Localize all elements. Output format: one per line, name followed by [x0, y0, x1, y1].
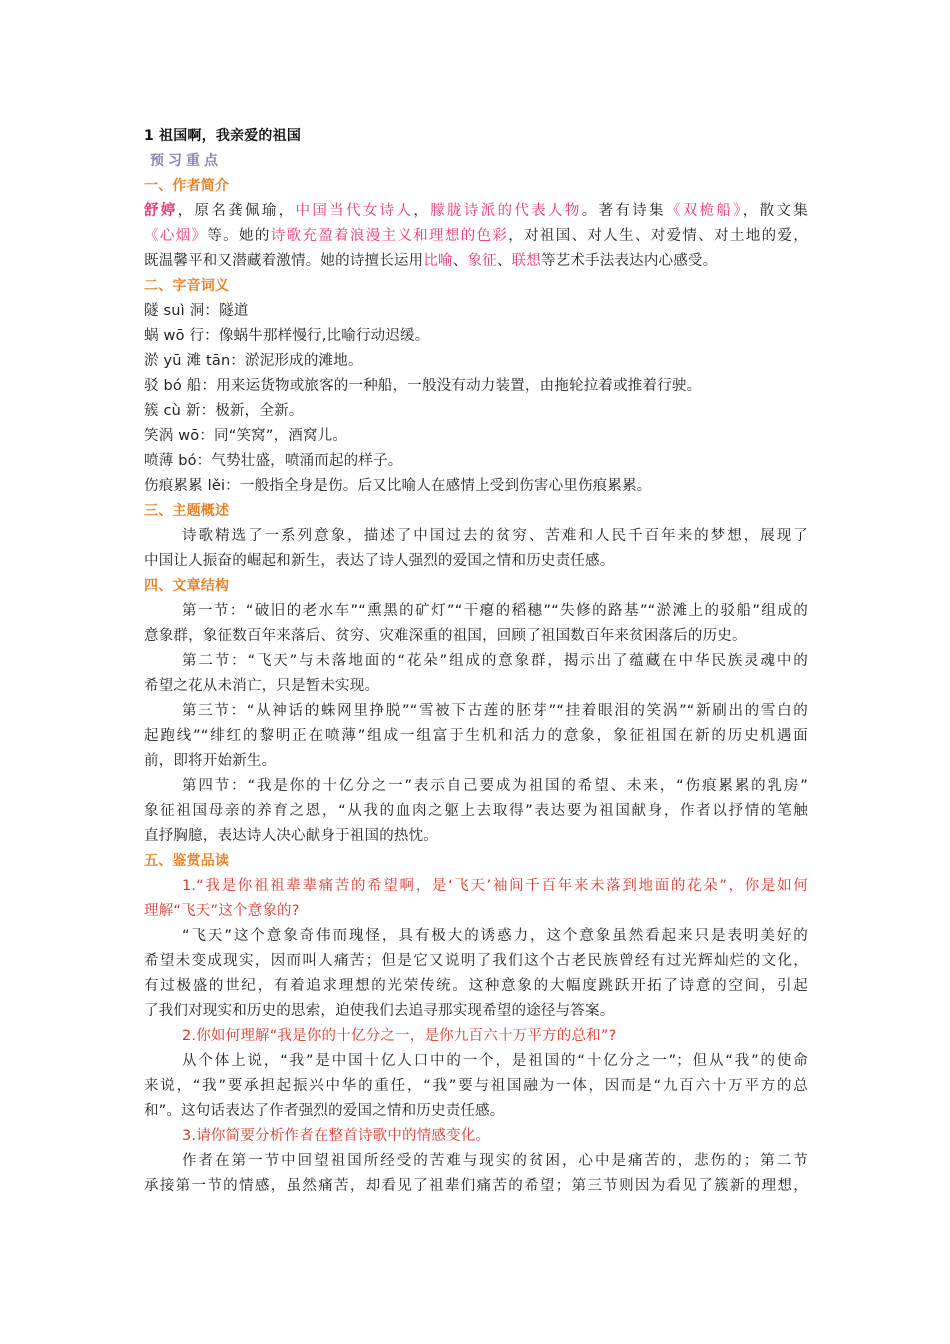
text: 既温馨平和又潜藏着激情。她的诗擅长运用 — [144, 253, 424, 269]
text: ， — [413, 203, 431, 219]
vocab-item: 伤痕累累 lěi：一般指全身是伤。后又比喻人在感情上受到伤害心里伤痕累累。 — [144, 478, 652, 494]
heading-theme: 三、主题概述 — [144, 503, 230, 519]
highlight: 联想 — [511, 253, 541, 269]
structure-line: 第四节：“我是你的十亿分之一”表示自己要成为祖国的希望、未来，“伤痕累累的乳房” — [182, 778, 808, 794]
author-line-1 — [144, 199, 808, 224]
text: 、 — [452, 253, 468, 269]
vocab-item: 簇 cù 新：极新，全新。 — [144, 403, 304, 419]
heading-author: 一、作者简介 — [144, 178, 230, 194]
structure-line: 意象群，象征数百年来落后、贫穷、灾难深重的祖国，回顾了祖国数百年来贫困落后的历史。 — [144, 628, 747, 644]
answer-line: “飞天”这个意象奇伟而瑰怪，具有极大的诱惑力，这个意象虽然看起来只是表明美好的 — [182, 928, 808, 944]
theme-line: 诗歌精选了一系列意象，描述了中国过去的贫穷、苦难和人民千百年来的梦想，展现了 — [182, 528, 808, 544]
highlight: 诗歌充盈着浪漫主义和理想的色彩 — [270, 228, 509, 244]
structure-line: 希望之花从未消亡，只是暂未实现。 — [144, 678, 380, 694]
answer-line: 作者在第一节中回望祖国所经受的苦难与现实的贫困，心中是痛苦的，悲伤的；第二节 — [182, 1153, 808, 1169]
question-1-cont: 理解“飞天”这个意象的? — [144, 903, 300, 919]
text: 。著有诗集 — [581, 203, 666, 219]
highlight: 《心烟》 — [144, 228, 208, 244]
document-page — [144, 124, 808, 1199]
heading-appreciation: 五、鉴赏品读 — [144, 853, 230, 869]
vocab-item: 隧 suì 洞：隧道 — [144, 303, 249, 319]
highlight: 比喻 — [423, 253, 453, 269]
answer-line: 来说，“我”要承担起振兴中华的重任，“我”要与祖国融为一体，因而是“九百六十万平方的总 — [144, 1078, 808, 1094]
author-line-2 — [144, 224, 808, 249]
vocab-item: 驳 bó 船：用来运货物或旅客的一种船，一般没有动力装置，由拖轮拉着或推着行驶。 — [144, 378, 702, 394]
structure-line: 前，即将开始新生。 — [144, 753, 277, 769]
structure-line: 第二节：“飞天”与未落地面的“花朵”组成的意象群，揭示出了蕴藏在中华民族灵魂中的 — [182, 653, 808, 669]
highlight: 象征 — [467, 253, 497, 269]
theme-line: 中国让人振奋的崛起和新生，表达了诗人强烈的爱国之情和历史责任感。 — [144, 553, 615, 569]
vocab-item: 喷薄 bó：气势壮盛，喷涌而起的样子。 — [144, 453, 403, 469]
answer-line: 有过极盛的世纪，有着追求理想的光荣传统。这种意象的大幅度跳跃开拓了诗意的空间，引起 — [144, 978, 808, 994]
text: 等。她的 — [207, 228, 271, 244]
question-3: 3.请你简要分析作者在整首诗歌中的情感变化。 — [182, 1128, 491, 1144]
author-name: 舒婷 — [144, 203, 178, 219]
text: 等艺术手法表达内心感受。 — [540, 253, 718, 269]
structure-line: 象征祖国母亲的养育之恩，“从我的血肉之躯上去取得”表达要为祖国献身，作者以抒情的笔触 — [144, 803, 808, 819]
highlight: 朦胧诗派的代表人物 — [430, 203, 582, 219]
lesson-title: 1 祖国啊，我亲爱的祖国 — [144, 128, 302, 144]
section-subtitle: 预习重点 — [150, 153, 222, 169]
question-1: 1.“我是你祖祖辈辈痛苦的希望啊，是‘飞天’袖间千百年来未落到地面的花朵”，你是如何 — [182, 878, 808, 894]
text: ，散文集 — [742, 203, 808, 219]
question-2: 2.你如何理解“我是你的十亿分之一，是你九百六十万平方的总和”? — [182, 1028, 617, 1044]
vocab-item: 淤 yū 滩 tān：淤泥形成的滩地。 — [144, 353, 363, 369]
heading-vocabulary: 二、字音词义 — [144, 278, 230, 294]
structure-line: 直抒胸臆，表达诗人决心献身于祖国的热忱。 — [144, 828, 438, 844]
author-line-3 — [144, 249, 808, 274]
text: ，原名龚佩瑜， — [177, 203, 296, 219]
heading-structure: 四、文章结构 — [144, 578, 230, 594]
answer-line: 承接第一节的情感，虽然痛苦，却看见了祖辈们痛苦的希望；第三节则因为看见了簇新的理想， — [144, 1178, 808, 1194]
text: 、 — [496, 253, 512, 269]
vocab-item: 蜗 wō 行：像蜗牛那样慢行,比喻行动迟缓。 — [144, 328, 430, 344]
answer-line: 了我们对现实和历史的思索，迫使我们去追寻那实现希望的途径与答案。 — [144, 1003, 615, 1019]
highlight: 《双桅船》 — [665, 203, 743, 219]
structure-line: 第一节：“破旧的老水车”“熏黑的矿灯”“干瘪的稻穗”“失修的路基”“淤滩上的驳船”组成的 — [182, 603, 808, 619]
answer-line: 从个体上说，“我”是中国十亿人口中的一个，是祖国的“十亿分之一”；但从“我”的使命 — [182, 1053, 808, 1069]
structure-line: 起跑线”“绯红的黎明正在喷薄”组成一组富于生机和活力的意象，象征祖国在新的历史机遇面 — [144, 728, 808, 744]
text: ，对祖国、对人生、对爱情、对土地的爱， — [508, 228, 808, 244]
structure-line: 第三节：“从神话的蛛网里挣脱”“雪被下古莲的胚芽”“挂着眼泪的笑涡”“新刷出的雪白的 — [182, 703, 808, 719]
answer-line: 希望未变成现实，因而叫人痛苦；但是它又说明了我们这个古老民族曾经有过光辉灿烂的文化， — [144, 953, 808, 969]
highlight: 中国当代女诗人 — [295, 203, 414, 219]
vocab-item: 笑涡 wō：同“笑窝”，酒窝儿。 — [144, 428, 348, 444]
answer-line: 和”。这句话表达了作者强烈的爱国之情和历史责任感。 — [144, 1103, 505, 1119]
